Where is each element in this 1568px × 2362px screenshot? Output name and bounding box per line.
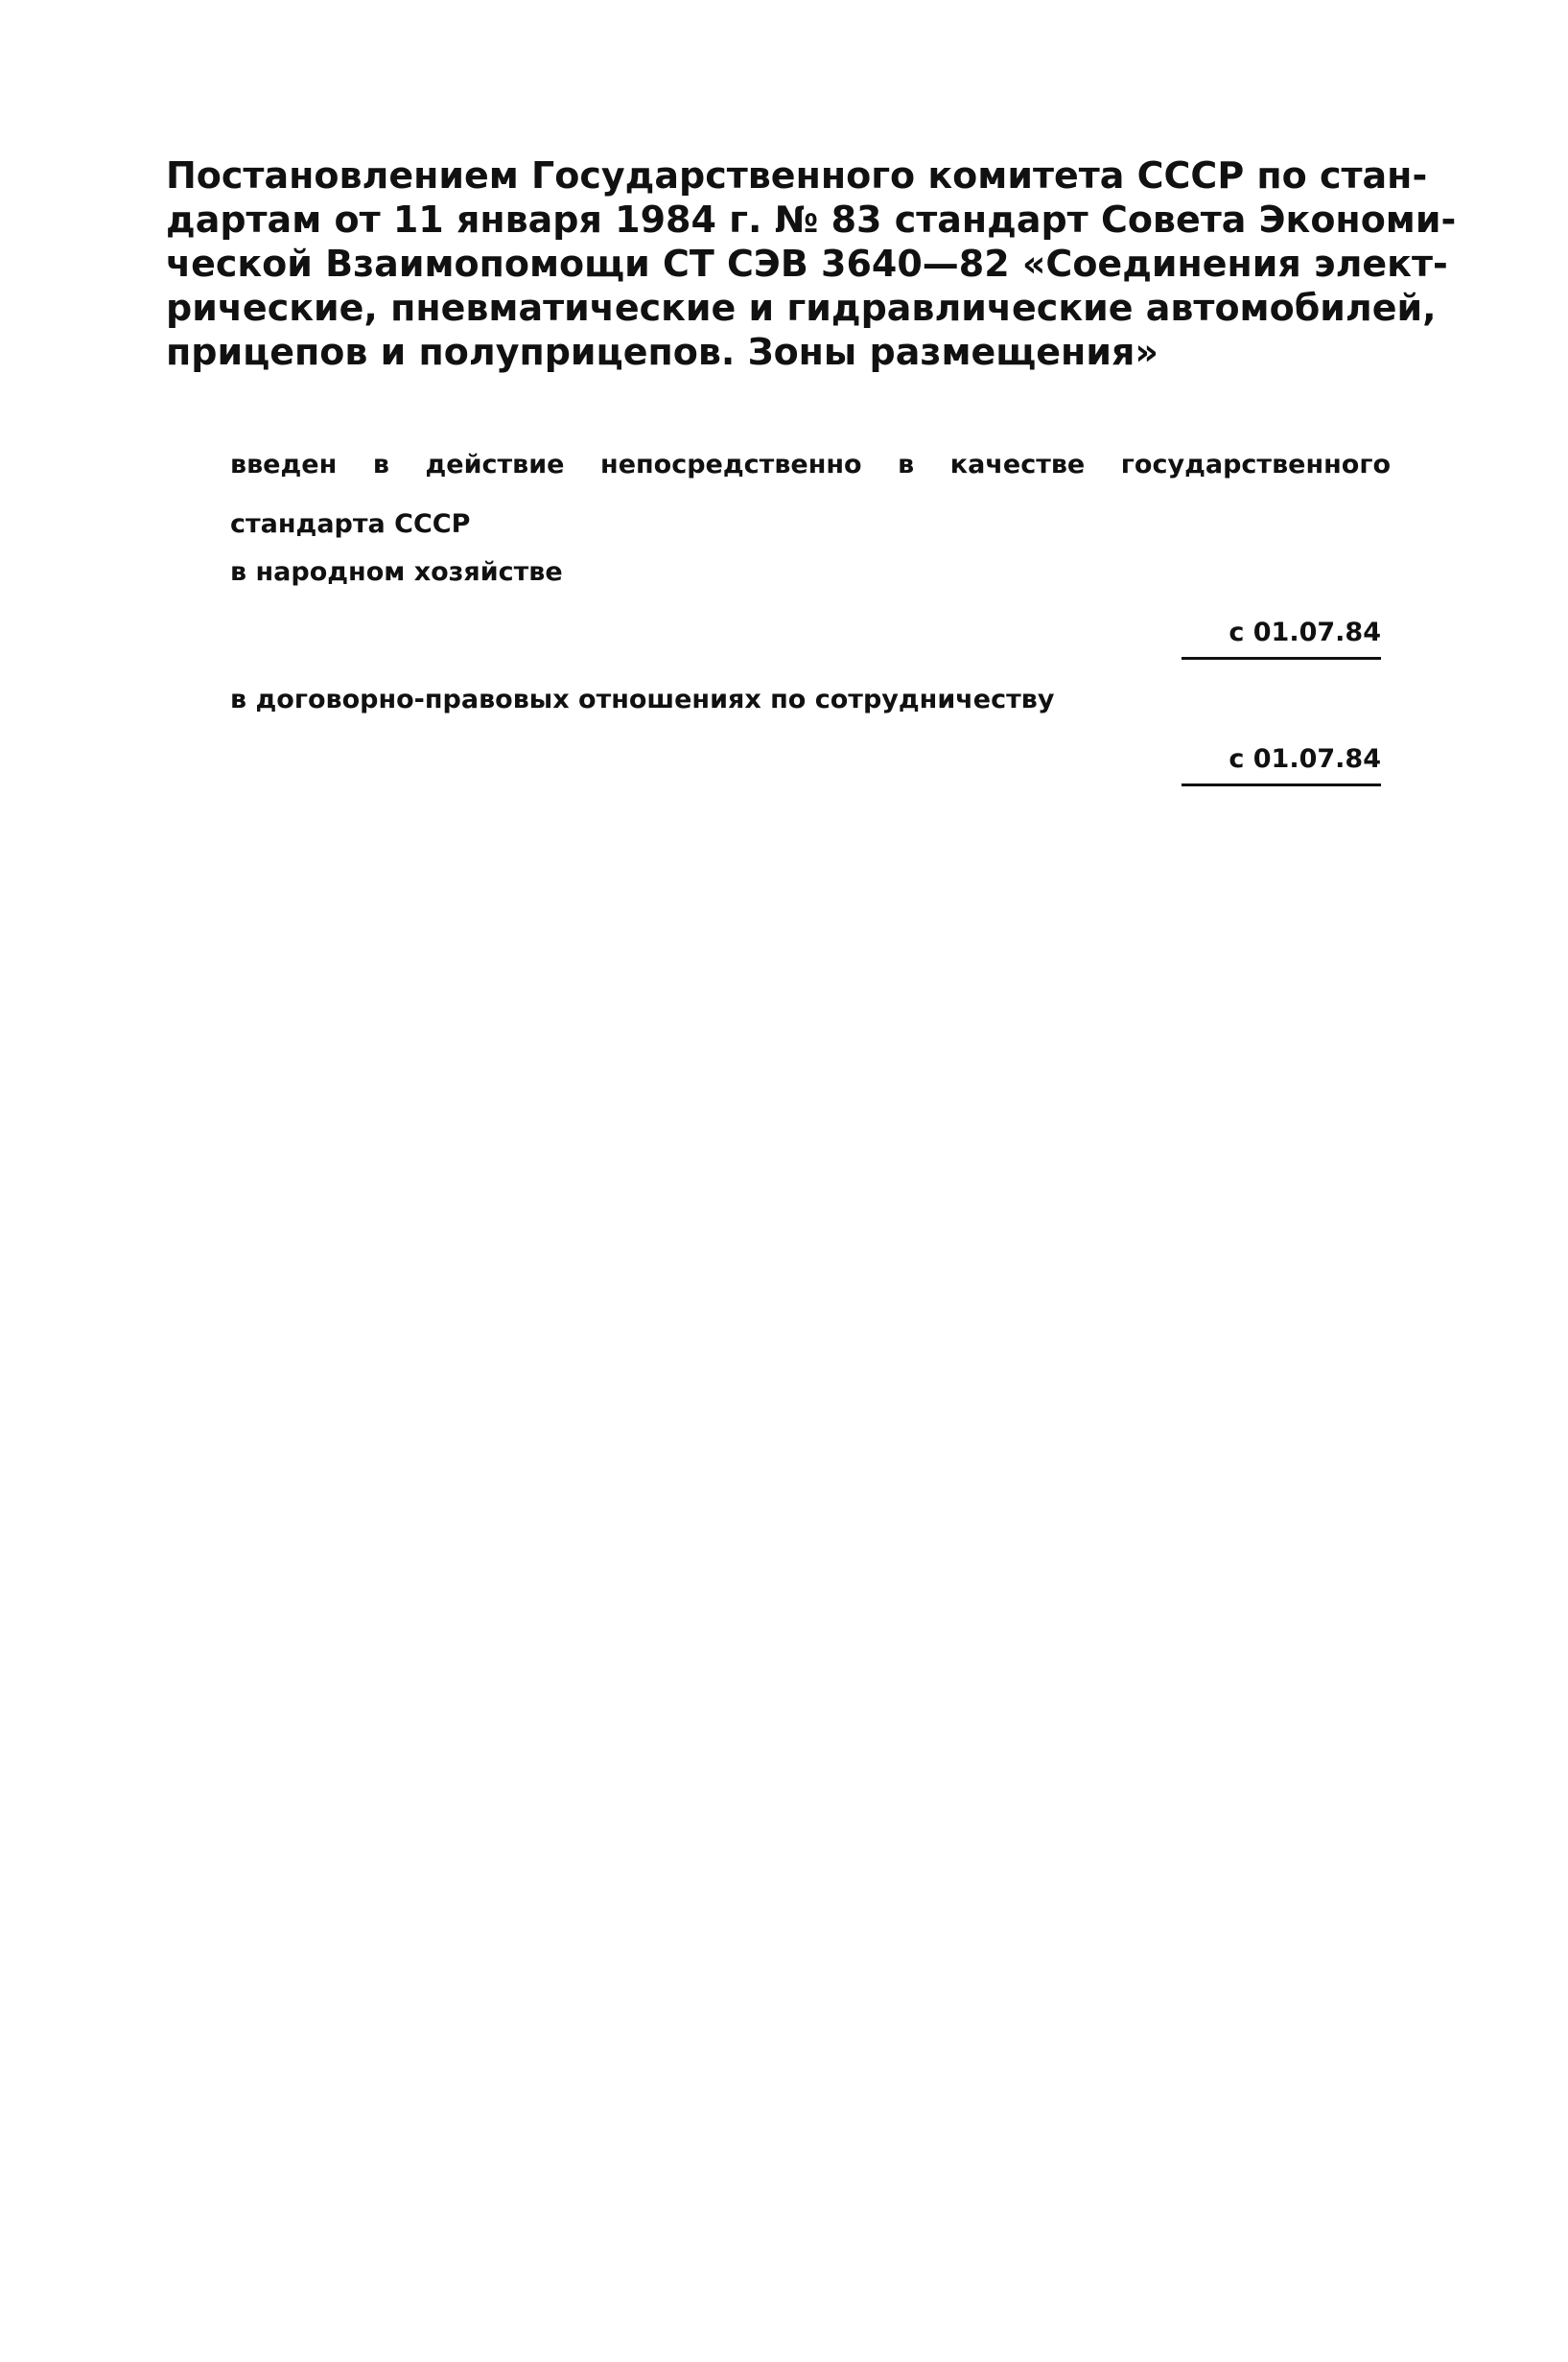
resolution-line-5: прицепов и полуприцепов. Зоны размещения» [166,331,1158,373]
national-economy-date-block [1182,617,1381,660]
cooperation-date: с 01.07.84 [1229,744,1381,774]
national-economy-date: с 01.07.84 [1229,618,1381,647]
national-economy-label: в народном хозяйстве [230,557,563,587]
resolution-line-1: Постановлением Государственного комитета СССР по стан- [166,154,1428,197]
enactment-line-1: введен в действие непосредственно в качестве государственного [230,450,1391,479]
resolution-paragraph [166,153,1457,374]
cooperation-date-rule [1182,783,1381,786]
national-economy-date-rule [1182,657,1381,660]
cooperation-date-block [1182,743,1381,786]
enactment-line-2: стандарта СССР [230,509,471,539]
cooperation-label: в договорно-правовых отношениях по сотрудничеству [230,685,1055,714]
resolution-line-2: дартам от 11 января 1984 г. № 83 стандарт Совета Экономи- [166,199,1457,241]
resolution-line-3: ческой Взаимопомощи СТ СЭВ 3640—82 «Соединения элект- [166,243,1448,285]
resolution-line-4: рические, пневматические и гидравлические автомобилей, [166,287,1437,329]
